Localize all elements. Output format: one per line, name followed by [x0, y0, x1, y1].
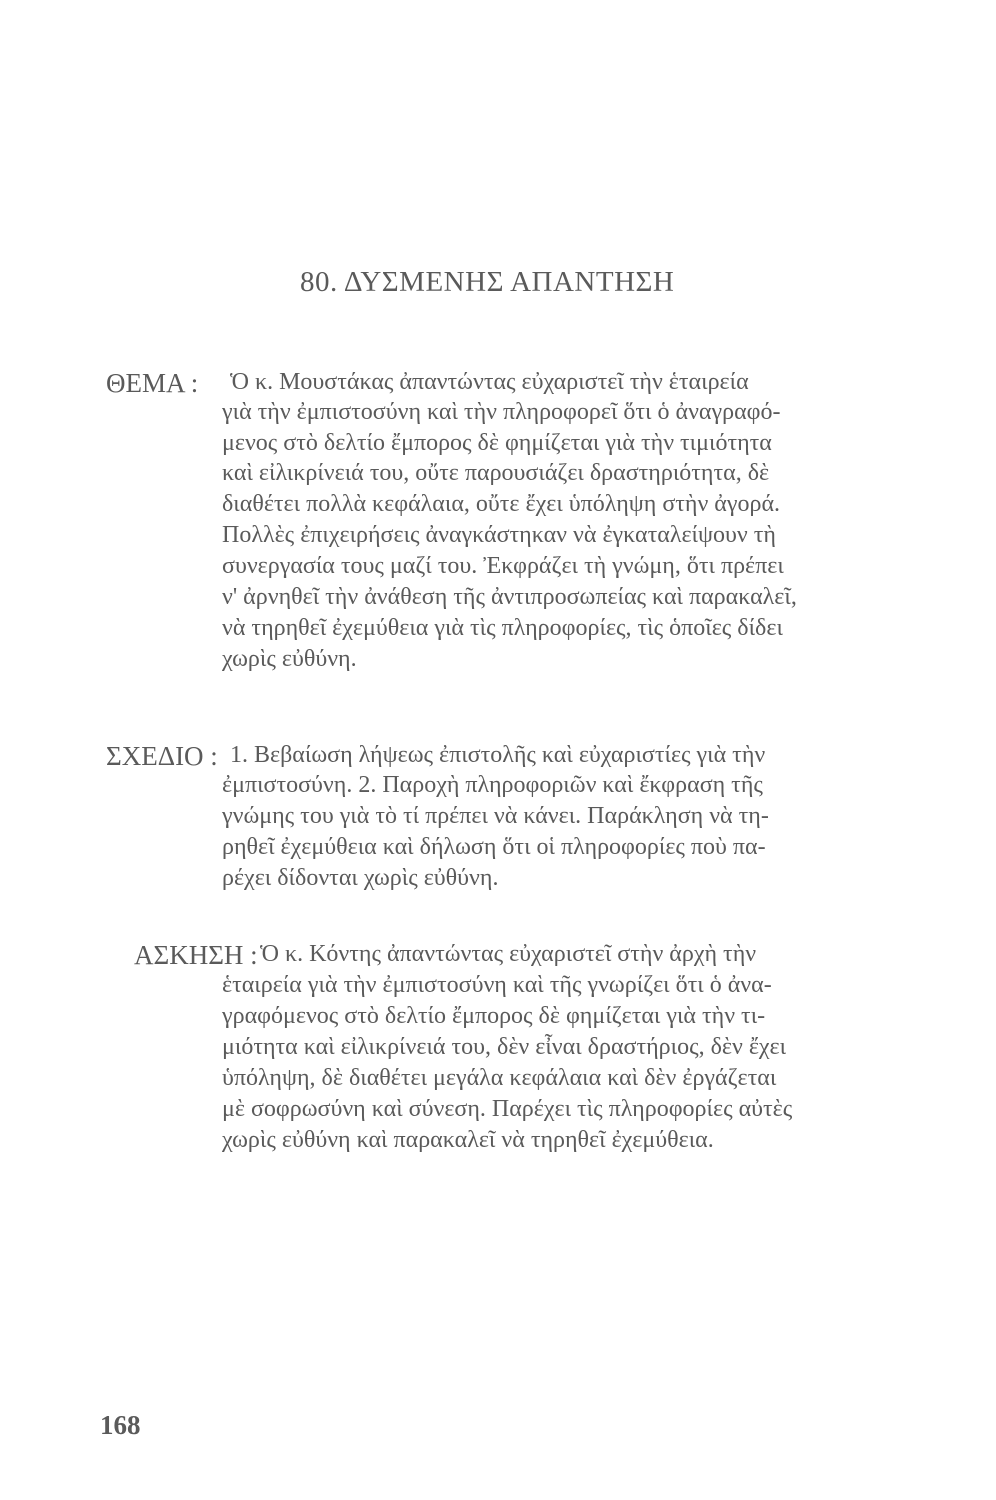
text-line: Ὁ κ. Μουστάκας ἀπαντώντας εὐχαριστεῖ τὴν ἑταιρεία — [230, 369, 749, 395]
text-line: χωρὶς εὐθύνη καὶ παρακαλεῖ νὰ τηρηθεῖ ἐχεμύθεια. — [222, 1127, 714, 1153]
text-line: Πολλὲς ἐπιχειρήσεις ἀναγκάστηκαν νὰ ἐγκαταλείψουν τὴ — [222, 522, 776, 548]
text-line: 1. Βεβαίωση λήψεως ἐπιστολῆς καὶ εὐχαριστίες γιὰ τὴν — [230, 742, 766, 768]
text-line: ρηθεῖ ἐχεμύθεια καὶ δήλωση ὅτι οἱ πληροφορίες ποὺ πα- — [222, 834, 766, 860]
text-line: ν' ἀρνηθεῖ τὴν ἀνάθεση τῆς ἀντιπροσωπείας καὶ παρακαλεῖ, — [222, 584, 797, 610]
text-line: μὲ σοφρωσύνη καὶ σύνεση. Παρέχει τὶς πληροφορίες αὐτὲς — [222, 1096, 793, 1122]
text-line: Ὁ κ. Κόντης ἀπαντώντας εὐχαριστεῖ στὴν ἀρχὴ τὴν — [260, 941, 757, 967]
text-line: συνεργασία τους μαζί του. Ἐκφράζει τὴ γνώμη, ὅτι πρέπει — [222, 553, 784, 579]
text-line: μενος στὸ δελτίο ἔμπορος δὲ φημίζεται γιὰ τὴν τιμιότητα — [222, 430, 772, 456]
text-line: γιὰ τὴν ἐμπιστοσύνη καὶ τὴν πληροφορεῖ ὅτι ὁ ἀναγραφό- — [222, 399, 781, 425]
text-line: γραφόμενος στὸ δελτίο ἔμπορος δὲ φημίζεται γιὰ τὴν τι- — [222, 1003, 766, 1029]
text-line: ἐμπιστοσύνη. 2. Παροχὴ πληροφοριῶν καὶ ἔκφραση τῆς — [222, 772, 763, 798]
text-line: καὶ εἰλικρίνειά του, οὔτε παρουσιάζει δραστηριότητα, δὲ — [222, 460, 770, 486]
page-title: 80. ΔΥΣΜΕΝΗΣ ΑΠΑΝΤΗΣΗ — [300, 266, 675, 298]
section-label-askisi: ΑΣΚΗΣΗ : — [134, 940, 258, 970]
text-line: ρέχει δίδονται χωρὶς εὐθύνη. — [222, 865, 499, 891]
text-line: ὑπόληψη, δὲ διαθέτει μεγάλα κεφάλαια καὶ δὲν ἐργάζεται — [222, 1065, 777, 1091]
text-line: ἑταιρεία γιὰ τὴν ἐμπιστοσύνη καὶ τῆς γνωρίζει ὅτι ὁ ἀνα- — [222, 972, 772, 998]
text-line: νὰ τηρηθεῖ ἐχεμύθεια γιὰ τὶς πληροφορίες, τὶς ὁποῖες δίδει — [222, 615, 783, 641]
section-label-thema: ΘΕΜΑ : — [106, 368, 199, 398]
page-number: 168 — [100, 1410, 141, 1440]
text-line: διαθέτει πολλὰ κεφάλαια, οὔτε ἔχει ὑπόληψη στὴν ἀγορά. — [222, 491, 781, 517]
section-label-schedio: ΣΧΕΔΙΟ : — [106, 741, 218, 771]
text-line: χωρὶς εὐθύνη. — [222, 646, 357, 672]
text-line: γνώμης του γιὰ τὸ τί πρέπει νὰ κάνει. Παράκληση νὰ τη- — [222, 803, 769, 829]
text-line: μιότητα καὶ εἰλικρίνειά του, δὲν εἶναι δραστήριος, δὲν ἔχει — [222, 1034, 787, 1060]
